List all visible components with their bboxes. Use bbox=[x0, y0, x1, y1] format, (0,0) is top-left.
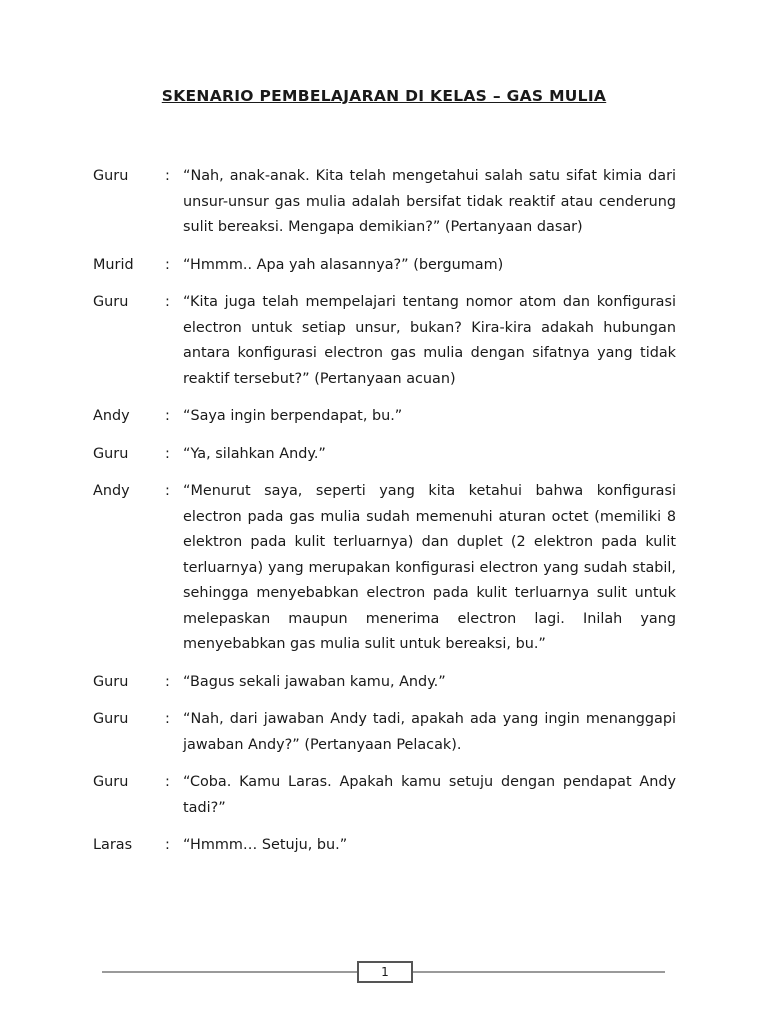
speaker-name: Guru bbox=[93, 168, 129, 184]
dialogue-entry bbox=[93, 707, 676, 758]
dialogue-entry bbox=[93, 290, 676, 392]
dialogue-entry bbox=[93, 770, 676, 821]
page-number: 1 bbox=[357, 961, 413, 983]
speaker-separator: : bbox=[165, 445, 170, 462]
dialogue-text: “Nah, dari jawaban Andy tadi, apakah ada yang ingin menanggapi jawaban Andy?” (Pertanyaan Pelacak). bbox=[183, 711, 676, 753]
dialogue-text: “Hmmm… Setuju, bu.” bbox=[183, 837, 348, 853]
document-title: SKENARIO PEMBELAJARAN DI KELAS – GAS MULIA bbox=[161, 87, 607, 105]
dialogue-text: “Kita juga telah mempelajari tentang nomor atom dan konfigurasi electron untuk setiap unsur, bukan? Kira-kira adakah hubungan antara konfigurasi electron gas mulia dengan sifatnya yang tidak reaktif tersebut?” (Pertanyaan acuan) bbox=[183, 294, 676, 387]
dialogue-entry bbox=[93, 670, 676, 696]
speaker-name: Guru bbox=[93, 673, 129, 690]
dialogue-text: “Coba. Kamu Laras. Apakah kamu setuju dengan pendapat Andy tadi?” bbox=[183, 774, 676, 816]
dialogue-text: “Menurut saya, seperti yang kita ketahui bahwa konfigurasi electron pada gas mulia sudah memenuhi aturan octet (memiliki 8 elektron pada kulit terluarnya) dan duplet (2 elektron pada kulit terluarnya) yang merupakan konfigurasi electron yang sudah stabil, sehingga menyebabkan electron pada kulit terluarnya sulit untuk melepaskan maupun menerima electron lagi. Inilah yang menyebabkan gas mulia sulit untuk bereaksi, bu.” bbox=[183, 483, 676, 652]
speaker-separator: : bbox=[165, 673, 170, 690]
speaker-name: Murid bbox=[93, 256, 134, 273]
speaker-name: Andy bbox=[93, 408, 130, 424]
dialogue-text: “Nah, anak-anak. Kita telah mengetahui salah satu sifat kimia dari unsur-unsur gas mulia adalah bersifat tidak reaktif atau cenderung sulit bereaksi. Mengapa demikian?” (Pertanyaan dasar) bbox=[183, 168, 676, 235]
dialogue-text: “Hmmm.. Apa yah alasannya?” (bergumam) bbox=[183, 256, 504, 273]
speaker-separator: : bbox=[165, 168, 170, 184]
dialogue-entry bbox=[93, 479, 676, 658]
speaker-separator: : bbox=[165, 711, 170, 727]
speaker-name: Andy bbox=[93, 483, 130, 499]
speaker-name: Guru bbox=[93, 774, 129, 790]
speaker-separator: : bbox=[165, 256, 170, 273]
speaker-separator: : bbox=[165, 837, 170, 853]
speaker-name: Guru bbox=[93, 445, 129, 462]
speaker-separator: : bbox=[165, 774, 170, 790]
speaker-separator: : bbox=[165, 408, 170, 424]
dialogue-text: “Bagus sekali jawaban kamu, Andy.” bbox=[183, 673, 446, 690]
dialogue-entry bbox=[93, 442, 676, 468]
dialogue-list bbox=[93, 164, 676, 871]
speaker-name: Laras bbox=[93, 837, 133, 853]
speaker-name: Guru bbox=[93, 711, 129, 727]
speaker-separator: : bbox=[165, 483, 170, 499]
speaker-name: Guru bbox=[93, 294, 129, 310]
dialogue-entry bbox=[93, 164, 676, 241]
dialogue-text: “Saya ingin berpendapat, bu.” bbox=[183, 408, 403, 424]
dialogue-entry bbox=[93, 833, 676, 859]
dialogue-entry bbox=[93, 253, 676, 279]
dialogue-entry bbox=[93, 404, 676, 430]
speaker-separator: : bbox=[165, 294, 170, 310]
dialogue-text: “Ya, silahkan Andy.” bbox=[183, 445, 326, 462]
